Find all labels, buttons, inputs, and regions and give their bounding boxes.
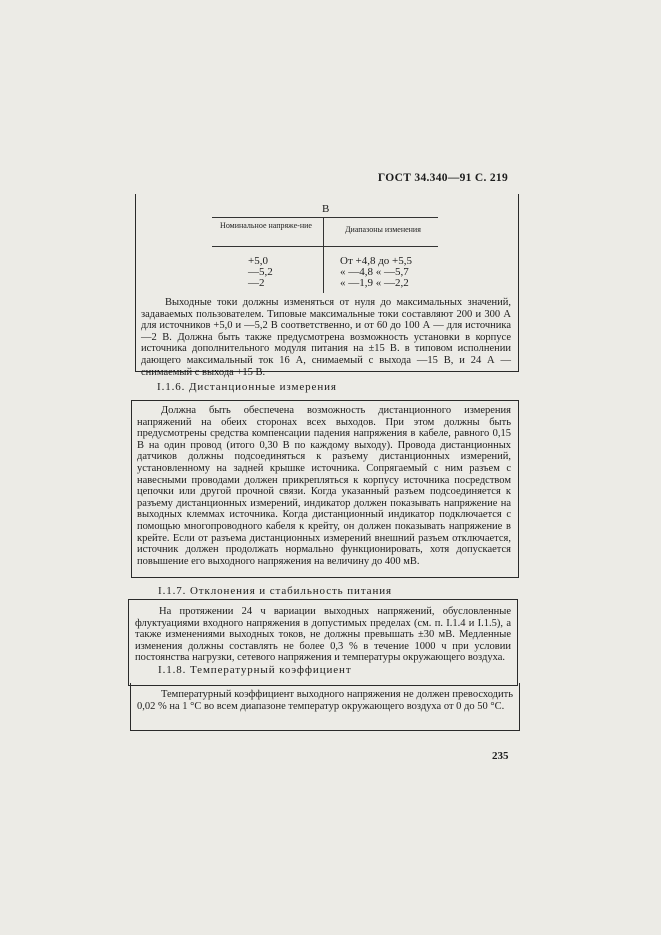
section-heading-temperature: I.1.8. Температурный коэффициент [158, 664, 352, 676]
table-title: В [322, 203, 330, 215]
table-top-rule [212, 217, 438, 218]
nominal-values [248, 256, 273, 289]
range-values [340, 256, 412, 289]
range-value: От +4,8 до +5,5 [340, 255, 413, 267]
paragraph-output-currents [141, 297, 511, 378]
nominal-value: +5,0 [248, 255, 268, 267]
section-heading-stability: I.1.7. Отклонения и стабильность питания [158, 585, 392, 597]
paragraph-text: Выходные токи должны изменяться от нуля до максимальных значений, задаваемых пользователем. Типовые максимальные токи составляют 200 и 300 А для источников +5,0 и —5,2 В соответственно, и от 60 до 100 А — для источника —2 В. Должна быть также предусмотрена возможность установки в корпусе источника дополнительного модуля питания на ±15 В. в типовом исполнении дающего максимальный ток 16 А, снимаемый с выхода —15 В, и 24 А — снимаемый с выхода +15 В. [141, 297, 511, 378]
range-value: « —1,9 « —2,2 [340, 277, 409, 289]
column-header-nominal: Номинальное напряже-ние [220, 221, 312, 230]
paragraph-temperature [137, 689, 513, 712]
paragraph-remote-measurements [137, 405, 511, 567]
page-header: ГОСТ 34.340—91 С. 219 [377, 172, 508, 184]
table-column-divider [323, 217, 324, 293]
nominal-value: —2 [248, 277, 265, 289]
paragraph-stability [135, 606, 511, 664]
column-header-range: Диапазоны изменения [345, 225, 421, 234]
paragraph-text: Должна быть обеспечена возможность дистанционного измерения напряжений на обеих сторонах всех выходов. При этом должны быть предусмотрены средства компенсации падения напряжения в кабеле, равного 0,15 В на один провод (итого 0,30 В по каждому выходу). Провода дистанционных датчиков должны подсоединяться к разъему дистанционных измерений, установленному на задней крышке источника. Сопрягаемый с ним разъем с навесными проводами должен прикрепляться к корпусу источника посредством цепочки или другой прочной связи. Когда указанный разъем подсоединяется к разъему дистанционных измерений, индикатор должен показывать напряжение на выходных клеммах источника. Когда дистанционный индикатор подключается с помощью многопроводного кабеля к крейту, он должен показывать напряжение в крейте. Если от разъема дистанционных измерений внешний разъем отключается, источник должен продолжать нормально функционировать, хотя допускается повышение его выходного напряжения на величину до 400 мВ. [137, 405, 511, 567]
nominal-value: —5,2 [248, 266, 273, 278]
paragraph-text: На протяжении 24 ч вариации выходных напряжений, обусловленные флуктуациями входного напряжения в допустимых пределах (см. п. I.1.4 и I.1.5), а также изменениями выходных токов, не должны превышать ±30 мВ. Медленные изменения должны составлять не более 0,3 % в течение 1000 ч при условии постоянства нагрузки, сетевого напряжения и температуры окружающего воздуха. [135, 606, 511, 664]
range-value: « —4,8 « —5,7 [340, 266, 409, 278]
table-header-rule [212, 246, 438, 247]
paragraph-text: Температурный коэффициент выходного напряжения не должен превосходить 0,02 % на 1 °С во всем диапазоне температур окружающего воздуха от 0 до 50 °С. [137, 689, 513, 712]
section-heading-remote-measurements: I.1.6. Дистанционные измерения [157, 381, 337, 393]
page-number: 235 [492, 750, 509, 762]
